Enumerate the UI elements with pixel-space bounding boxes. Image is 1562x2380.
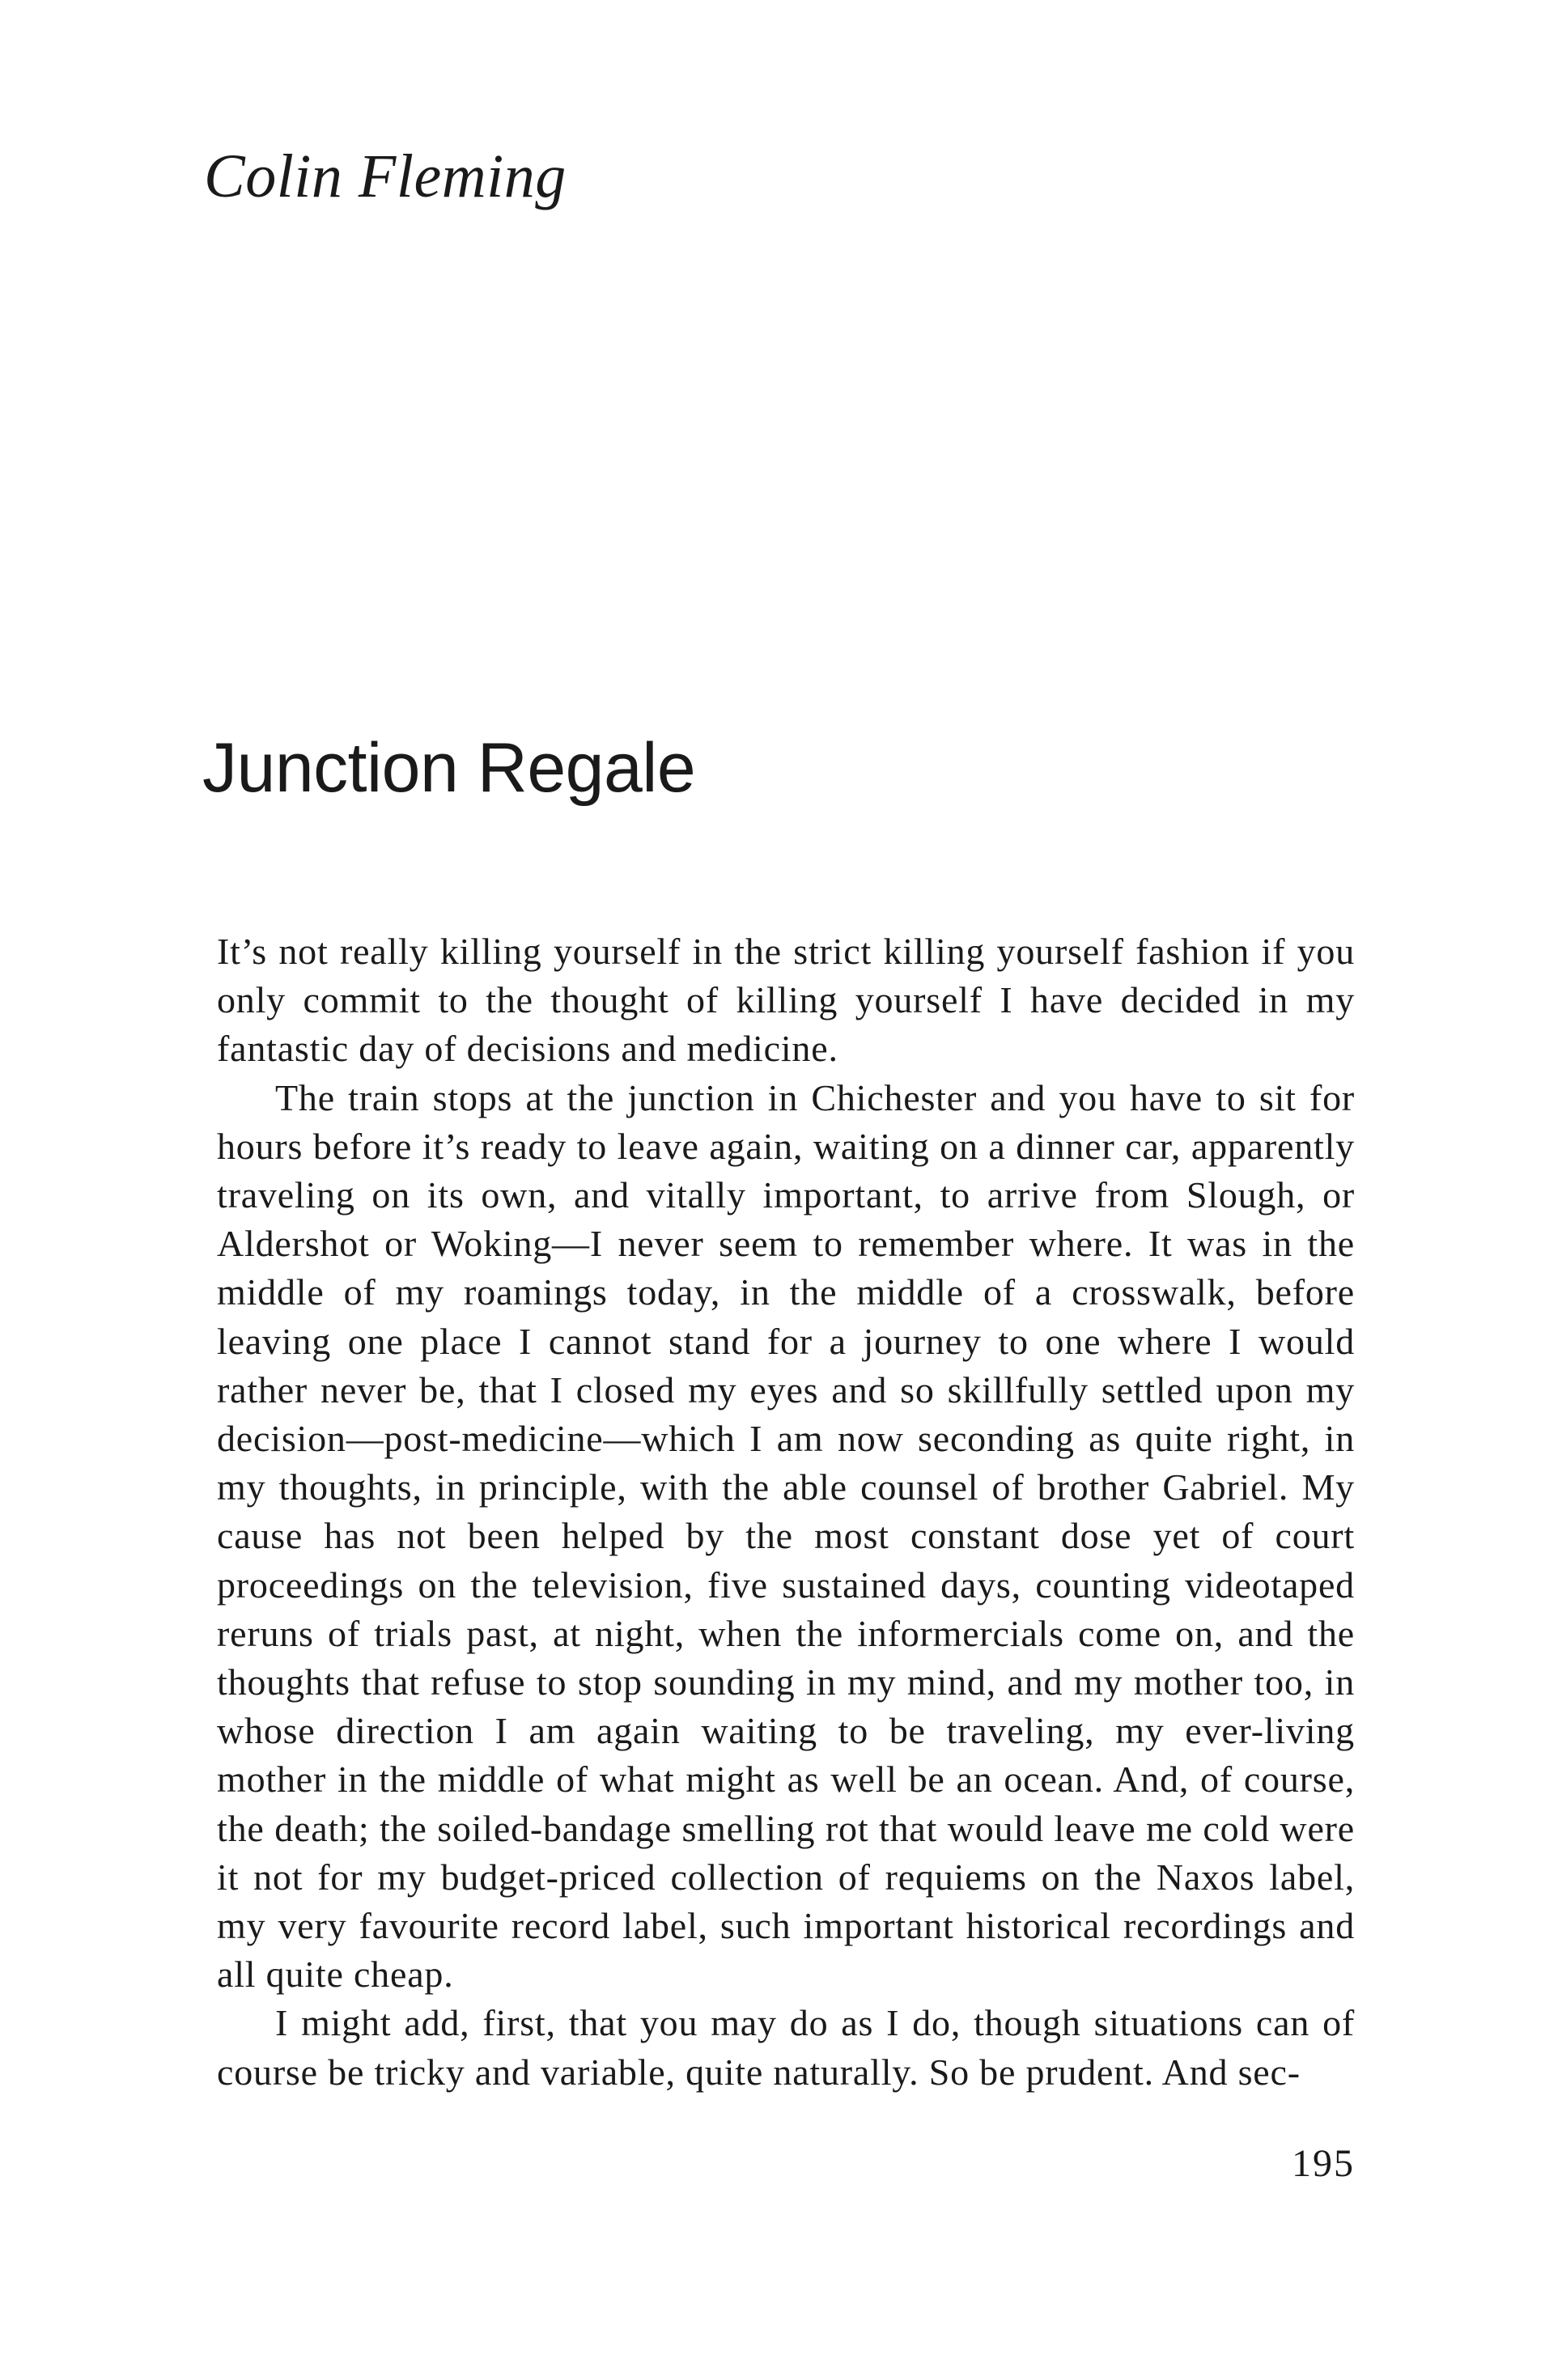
story-title: Junction Regale [202, 729, 696, 807]
running-head-author: Colin Fleming [204, 142, 567, 210]
paragraph-1: It’s not really killing yourself in the strict killing yourself fashion if you only commit to the thought of killing yourself I have decided in my fantastic day of decisions and medicine. [217, 931, 1355, 1070]
page-number: 195 [1292, 2142, 1355, 2185]
paragraph-2: The train stops at the junction in Chichester and you have to sit for hours before it’s ready to leave again, waiting on a dinner car, apparently traveling on its own, and vitally important, to arrive from Slough, or Aldershot or Woking—I never seem to remember where. It was in the middle of my roamings today, in the middle of a crosswalk, before leaving one place I cannot stand for a journey to one where I would rather never be, that I closed my eyes and so skillfully settled upon my decision—post-medicine—which I am now seconding as quite right, in my thoughts, in principle, with the able counsel of brother Gabriel. My cause has not been helped by the most constant dose yet of court proceedings on the television, five sustained days, counting videotaped reruns of trials past, at night, when the informercials come on, and the thoughts that refuse to stop sounding in my mind, and my mother too, in whose direction I am again waiting to be traveling, my ever-living mother in the middle of what might as well be an ocean. And, of course, the death; the soiled-bandage smelling rot that would leave me cold were it not for my budget-priced collection of requiems on the Naxos label, my very favourite record label, such important historical recordings and all quite cheap. [217, 1076, 1355, 1996]
paragraph-3: I might add, first, that you may do as I do, though situations can of course be tricky and variable, quite naturally. So be prudent. And sec- [217, 2002, 1355, 2093]
story-body [217, 927, 1355, 2097]
